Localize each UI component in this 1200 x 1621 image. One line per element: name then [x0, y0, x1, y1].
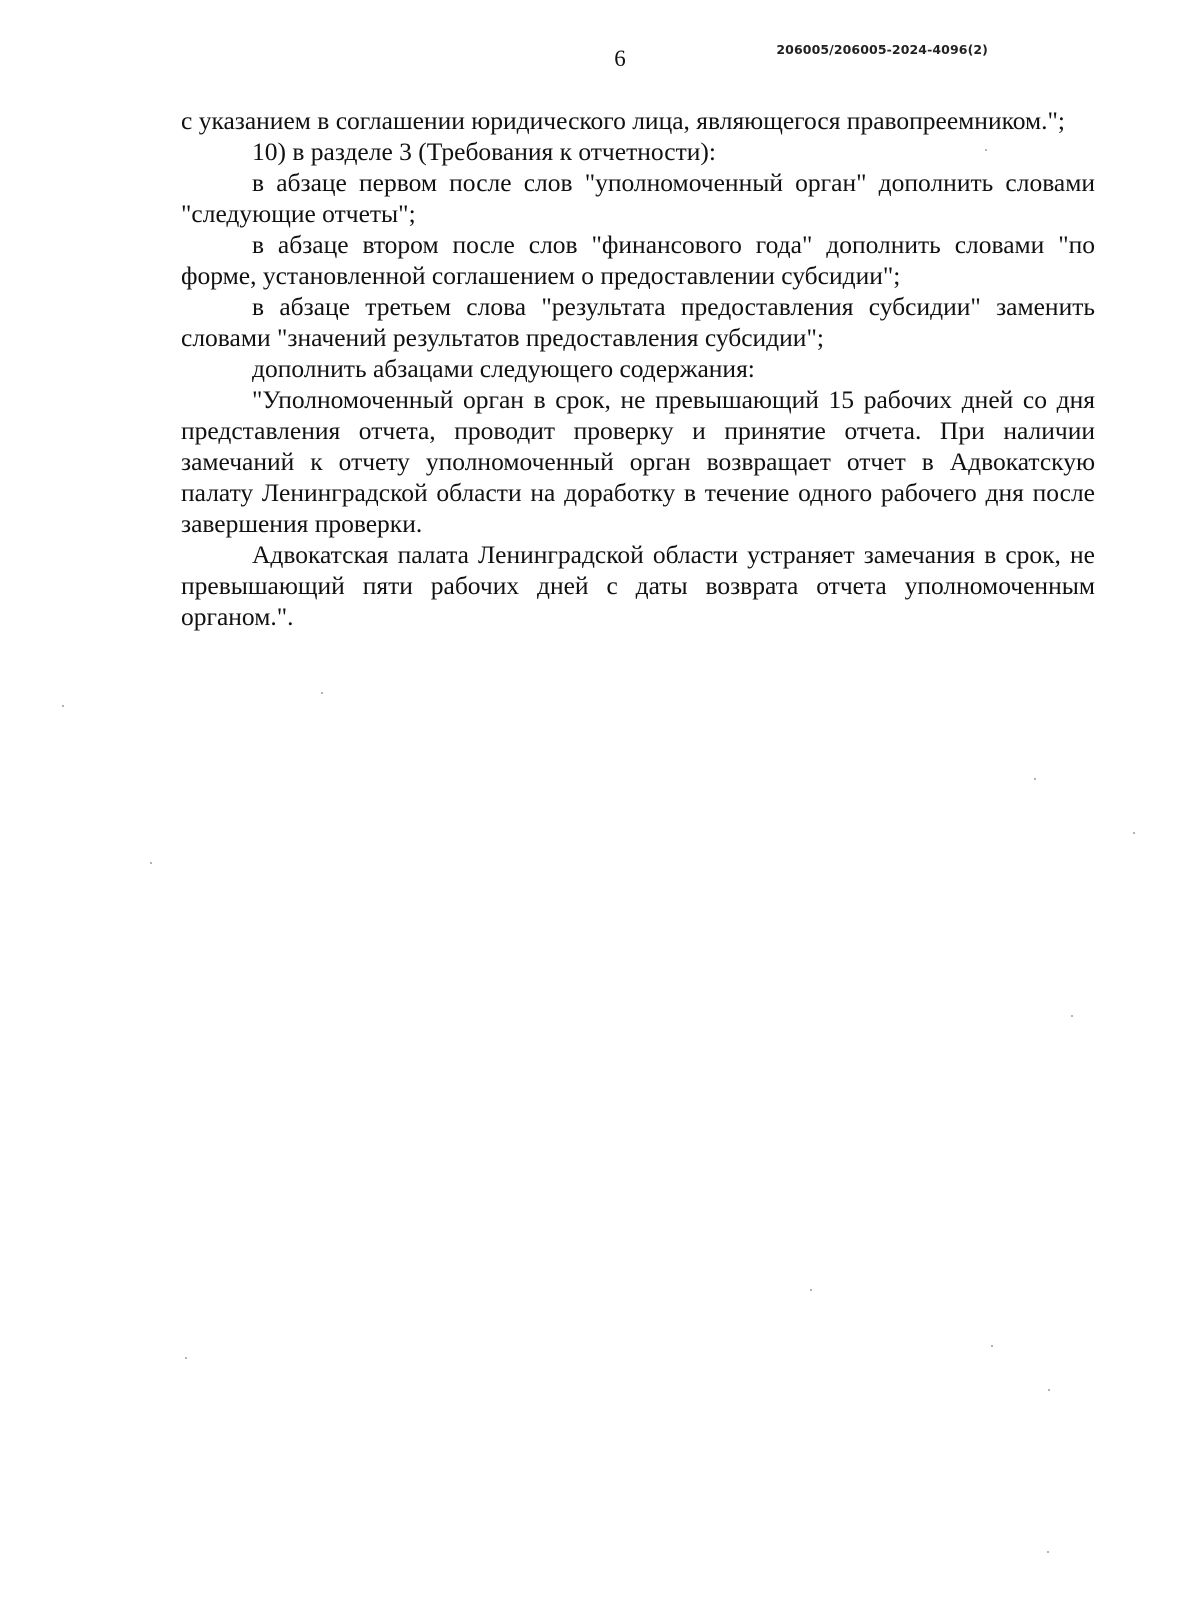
scan-speck — [185, 1357, 187, 1359]
scan-speck — [1048, 1389, 1050, 1391]
paragraph-first-abzac: в абзаце первом после слов "уполномоченный орган" дополнить словами "следующие отчеты"; — [181, 168, 1095, 228]
paragraph-quoted-fix: Адвокатская палата Ленинградской области устраняет замечания в срок, не превышающий пяти рабочих дней с даты возврата отчета уполномоченным органом.". — [181, 540, 1095, 631]
scan-speck — [985, 149, 987, 151]
scan-speck — [1034, 778, 1036, 780]
paragraph-continuation: с указанием в соглашении юридического лица, являющегося правопреемником."; — [181, 106, 1065, 135]
paragraph-add-abzacs: дополнить абзацами следующего содержания: — [252, 354, 755, 383]
paragraph-quoted-check: "Уполномоченный орган в срок, не превышающий 15 рабочих дней со дня представления отчета, проводит проверку и принятие отчета. При наличии замечаний к отчету уполномоченный орган возвращает отчет в Адвокатскую палату Ленинградской области на доработку в течение одного рабочего дня после завершения проверки. — [181, 385, 1095, 538]
paragraph-second-abzac: в абзаце втором после слов "финансового года" дополнить словами "по форме, установленной соглашением о предоставлении субсидии"; — [181, 230, 1095, 290]
paragraph-item-10: 10) в разделе 3 (Требования к отчетности): — [252, 137, 716, 166]
document-code: 206005/206005-2024-4096(2) — [776, 42, 988, 57]
paragraph-third-abzac: в абзаце третьем слова "результата предоставления субсидии" заменить словами "значений результатов предоставления субсидии"; — [181, 292, 1095, 352]
scan-speck — [1071, 1015, 1073, 1017]
scan-speck — [810, 1289, 812, 1291]
scan-speck — [1047, 1551, 1049, 1553]
scan-speck — [991, 1345, 993, 1347]
page-number: 6 — [614, 46, 626, 71]
scan-speck — [1133, 832, 1135, 834]
scan-speck — [321, 692, 323, 694]
scan-speck — [150, 862, 152, 864]
scan-speck — [62, 705, 64, 707]
document-body — [181, 105, 1095, 632]
